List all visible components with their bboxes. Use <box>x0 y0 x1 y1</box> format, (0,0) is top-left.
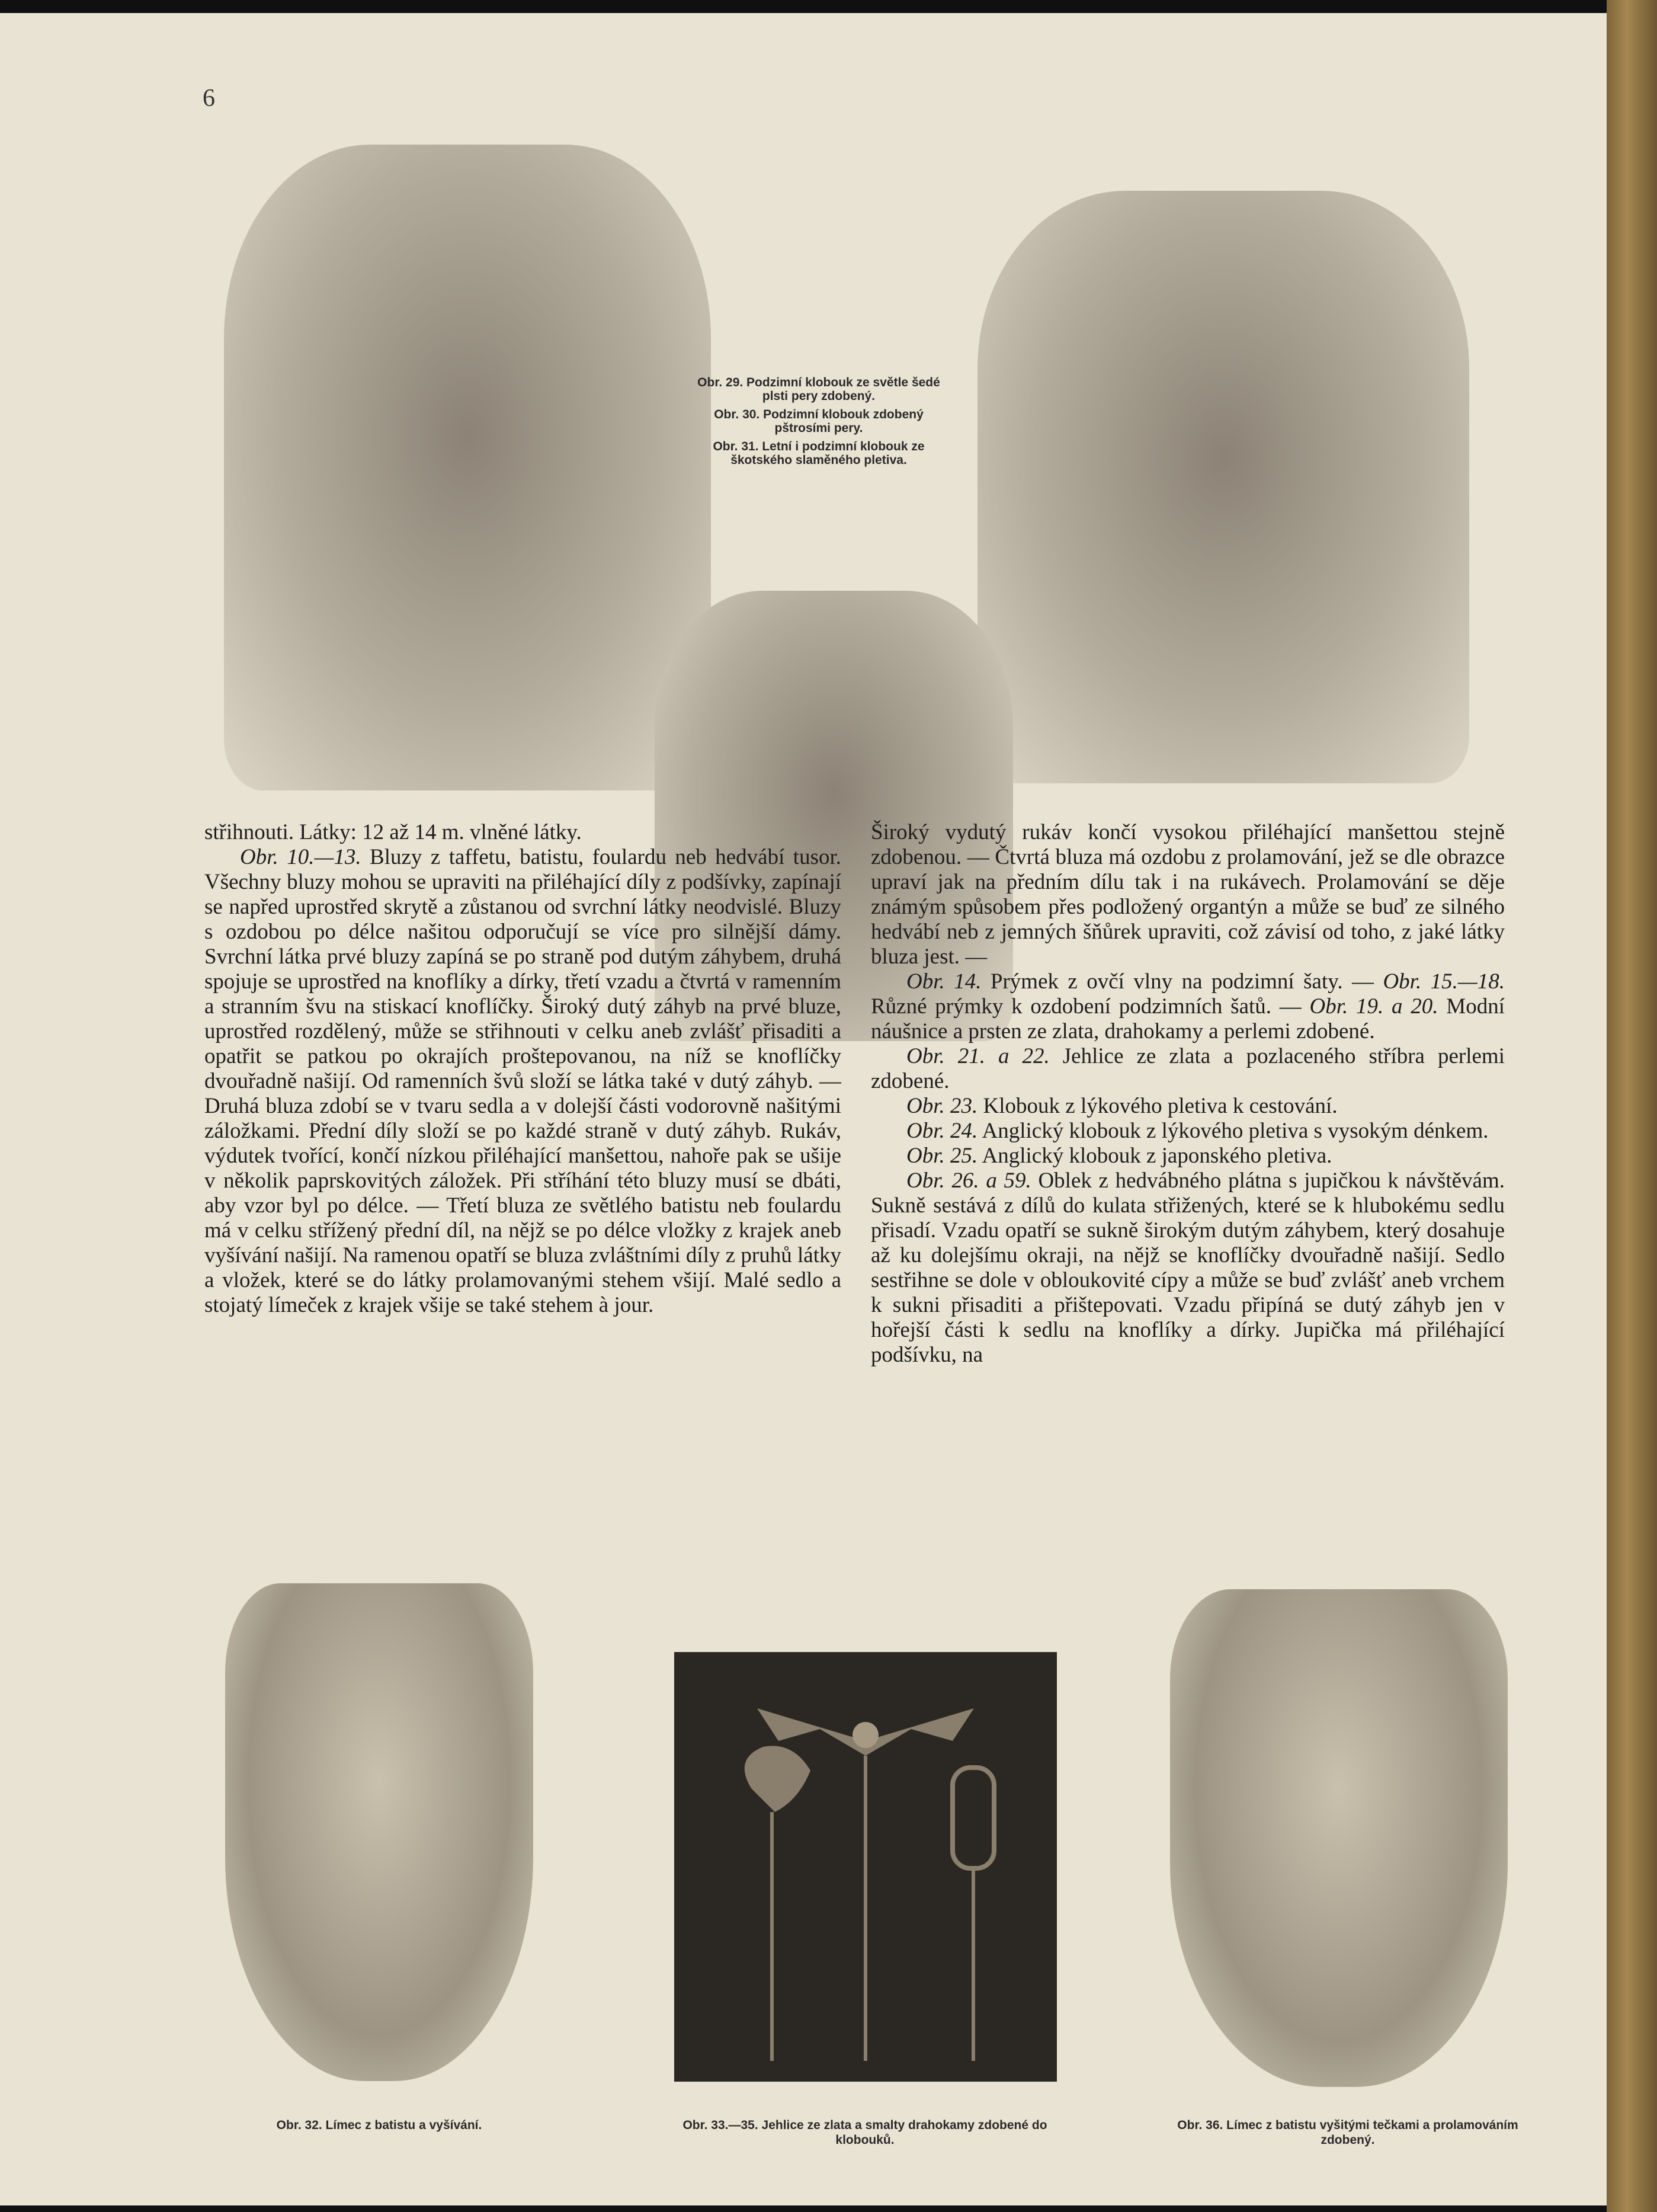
left-paragraph-2: Obr. 10.—13. Bluzy z taffetu, batistu, foulardu neb hedvábí tusor. Všechny bluzy mohou se upraviti na přiléhající díly z podšívky, zapínají se napřed uprostřed skrytě a zůstanou od svrchní látky neodvislé. Bluzy s ozdobou po délce našitou odporučují se více pro silnější dámy. Svrchní látka prvé bluzy zapíná se po straně pod dutým záhybem, druhá spojuje se uprostřed na knoflíky a dírky, třetí vzadu a čtvrtá v ramenním a stranním švu na stiskací knoflíčky. Široký dutý záhyb na prvé bluze, uprostřed rozdělený, může se střihnouti v celku aneb zvlášť přisaditi a opatřit se patkou po okrajích proštepovanou, na níž se knoflíčky dvouřadně našijí. Od ramenních švů složí se látka také v dutý záhyb. — Druhá bluza zdobí se v tvaru sedla a v dolejší části vodorovně našitými záložkami. Přední díly složí se po každé straně v dutý záhyb. Rukáv, výdutek tvořící, končí nízkou přiléhající manšettou, nahoře pak se ušije v několik paprskovitých záložek. Při stříhání této bluzy musí se dbáti, aby vzor byl po délce. — Třetí bluza ze světlého batistu neb foulardu má v celku střížený přední díl, na nějž se po délce vložky z krajek aneb vyšívání našijí. Na ramenou opatří se bluza zvláštními díly z pruhů látky a vložek, které se do látky prolamovanými stehem všijí. Malé sedlo a stojatý límeček z krajek všije se také stehem à jour. <box>204 845 841 1317</box>
magazine-page <box>0 13 1607 2205</box>
right-paragraph-6: Obr. 25. Anglický klobouk z japonského pletiva. <box>906 1144 1332 1168</box>
caption-fig30: Obr. 30. Podzimní klobouk zdobený pštrosími pery. <box>714 408 924 435</box>
caption-fig33: Obr. 33.—35. Jehlice ze zlata a smalty drahokamy zdobené do klobouků. <box>682 2118 1047 2147</box>
collar-illustration-left <box>225 1583 533 2081</box>
left-paragraph-1: střihnouti. Látky: 12 až 14 m. vlněné látky. <box>204 820 582 844</box>
hat-illustration-right <box>977 191 1469 783</box>
right-paragraph-3: Obr. 21. a 22. Jehlice ze zlata a pozlaceného stříbra perlemi zdobené. <box>871 1044 1505 1093</box>
book-spine <box>1607 0 1657 2212</box>
right-paragraph-4: Obr. 23. Klobouk z lýkového pletiva k cestování. <box>906 1094 1338 1118</box>
caption-fig36: Obr. 36. Límec z batistu vyšitými tečkami a prolamováním zdobený. <box>1177 2118 1518 2147</box>
caption-fig32: Obr. 32. Límec z batistu a vyšívání. <box>276 2118 482 2132</box>
hat-illustration-left <box>224 145 711 790</box>
page-number: 6 <box>203 85 215 112</box>
right-paragraph-1: Široký vydutý rukáv končí vysokou přiléhající manšettou stejně zdobenou. — Čtvrtá bluza má ozdobu z prolamování, jež se dle obrazce upraví jak na předním dílu tak i na rukávech. Prolamování se děje známým spůsobem přes podložený organtýn a může se buď ze silného hedvábí neb z jemných šňůrek upraviti, což závisí od toho, z jaké látky bluza jest. — <box>871 820 1505 969</box>
figure-ref: Obr. 10.—13. <box>240 845 361 869</box>
right-paragraph-5: Obr. 24. Anglický klobouk z lýkového pletiva s vysokým dénkem. <box>906 1119 1489 1143</box>
hatpins-icon <box>674 1652 1057 2082</box>
caption-fig29: Obr. 29. Podzimní klobouk ze světle šedé plsti pery zdobený. <box>697 376 940 403</box>
left-text-column <box>204 820 841 1596</box>
caption-fig31: Obr. 31. Letní i podzimní klobouk ze škotského slaměného pletiva. <box>713 440 925 467</box>
hatpins-illustration <box>674 1652 1057 2082</box>
right-paragraph-2: Obr. 14. Prýmek z ovčí vlny na podzimní šaty. — Obr. 15.—18. Různé prýmky k ozdobení podzimních šatů. — Obr. 19. a 20. Modní náušnice a prsten ze zlata, drahokamy a perlemi zdobené. <box>871 969 1505 1043</box>
right-paragraph-7: Obr. 26. a 59. Oblek z hedvábného plátna s jupičkou k návštěvám. Sukně sestává z dílů do kulata střižených, které se k hlubokému sedlu přisadí. Vzadu opatří se sukně širokým dutým záhybem, který dosahuje až ku dolejšímu okraji, na nějž se knoflíčky dvouřadně našijí. Sedlo sestřihne se dole v obloukovité cípy a může se buď zvlášť aneb vrchem k sukni přisaditi a přištepovati. Vzadu připíná se dutý záhyb jen v hořejší části k sedlu na knoflíky a dírky. Jupička má přiléhající podšívku, na <box>871 1169 1505 1367</box>
top-captions <box>694 376 943 472</box>
collar-illustration-right <box>1170 1589 1508 2087</box>
right-text-column <box>871 820 1505 1596</box>
